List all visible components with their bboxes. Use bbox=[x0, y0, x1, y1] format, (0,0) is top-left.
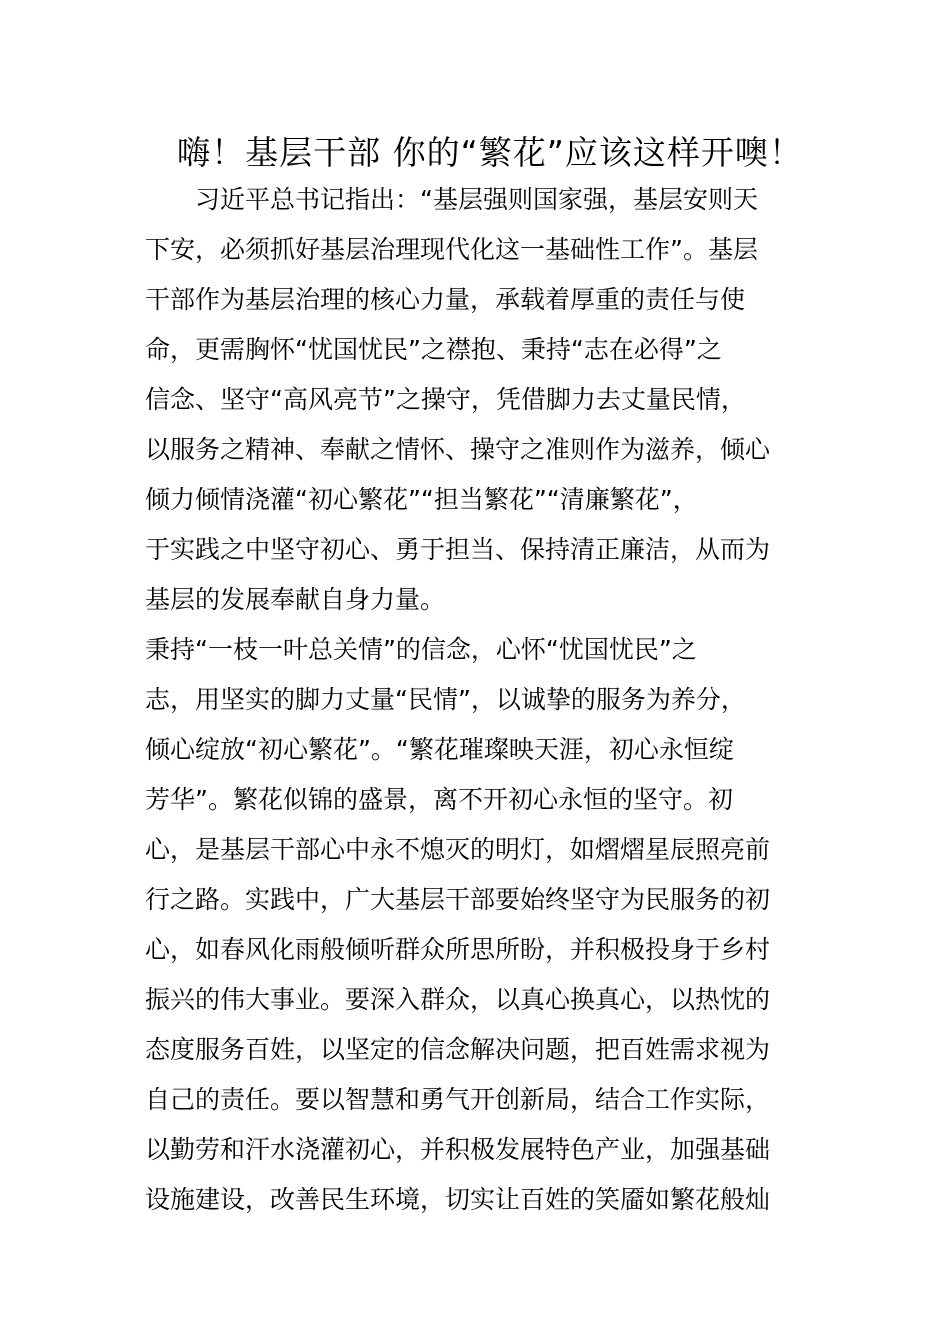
text-line: 设施建设，改善民生环境，切实让百姓的笑靥如繁花般灿 bbox=[145, 1185, 771, 1214]
text-line: 倾力倾情浇灌“初心繁花”“担当繁花”“清廉繁花”， bbox=[145, 485, 698, 514]
text-line: 下安，必须抓好基层治理现代化这一基础性工作”。基层 bbox=[145, 235, 758, 264]
text-line: 以勤劳和汗水浇灌初心，并积极发展特色产业，加强基础 bbox=[145, 1135, 771, 1164]
text-line: 干部作为基层治理的核心力量，承载着厚重的责任与使 bbox=[145, 285, 746, 314]
text-line: 心，如春风化雨般倾听群众所思所盼，并积极投身于乡村 bbox=[145, 935, 771, 964]
text-line: 芳华”。繁花似锦的盛景，离不开初心永恒的坚守。初 bbox=[145, 785, 733, 814]
text-line: 于实践之中坚守初心、勇于担当、保持清正廉洁，从而为 bbox=[145, 535, 771, 564]
text-line: 倾心绽放“初心繁花”。“繁花璀璨映天涯，初心永恒绽 bbox=[145, 735, 734, 764]
text-line: 命，更需胸怀“忧国忧民”之襟抱、秉持“志在必得”之 bbox=[145, 335, 722, 364]
text-line: 振兴的伟大事业。要深入群众，以真心换真心，以热忱的 bbox=[145, 985, 771, 1014]
text-line: 心，是基层干部心中永不熄灭的明灯，如熠熠星辰照亮前 bbox=[145, 835, 771, 864]
text-line: 信念、坚守“高风亮节”之操守，凭借脚力去丈量民情， bbox=[145, 385, 746, 414]
text-line: 秉持“一枝一叶总关情”的信念，心怀“忧国忧民”之 bbox=[145, 635, 697, 664]
text-line: 志，用坚实的脚力丈量“民情”，以诚挚的服务为养分， bbox=[145, 685, 746, 714]
text-line: 以服务之精神、奉献之情怀、操守之准则作为滋养，倾心 bbox=[145, 435, 771, 464]
text-line: 基层的发展奉献自身力量。 bbox=[145, 585, 446, 614]
text-line: 习近平总书记指出：“基层强则国家强，基层安则天 bbox=[145, 185, 758, 214]
document-body bbox=[145, 175, 815, 1225]
text-line: 态度服务百姓，以坚定的信念解决问题，把百姓需求视为 bbox=[145, 1035, 771, 1064]
document-title: 嗨！基层干部 你的“繁花”应该这样开噢！ bbox=[177, 133, 803, 172]
text-line: 行之路。实践中，广大基层干部要始终坚守为民服务的初 bbox=[145, 885, 771, 914]
text-line: 自己的责任。要以智慧和勇气开创新局，结合工作实际， bbox=[145, 1085, 771, 1114]
